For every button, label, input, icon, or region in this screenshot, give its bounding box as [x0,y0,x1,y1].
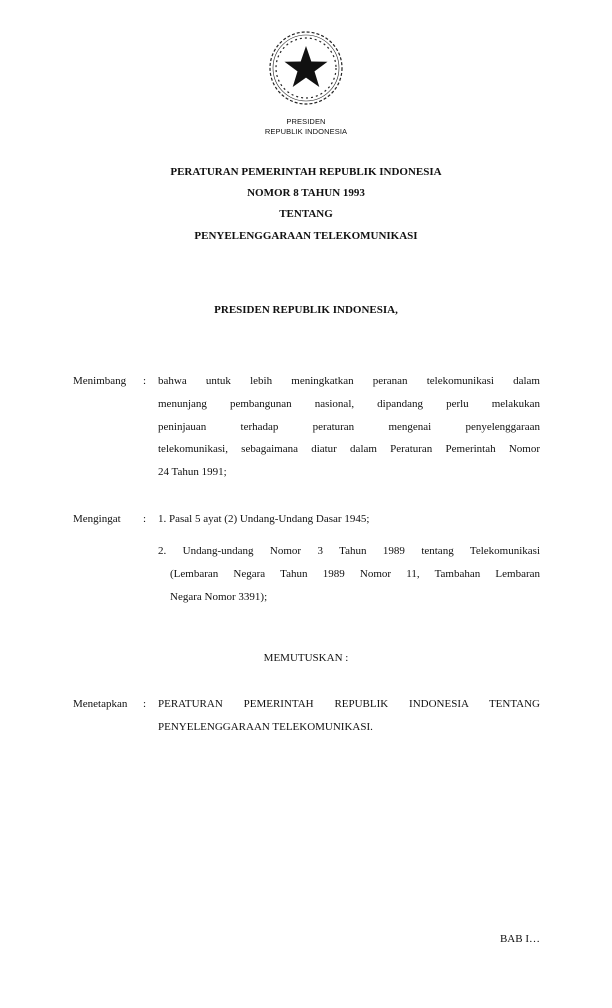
mengingat-item-2-line: 2. Undang-undang Nomor 3 Tahun 1989 tentang Telekomunikasi [158,545,540,557]
title-line-2: NOMOR 8 TAHUN 1993 [247,187,365,199]
menetapkan-line: PENYELENGGARAAN TELEKOMUNIKASI. [158,721,373,733]
presidential-seal-icon [266,28,346,108]
mengingat-item-1: 1. Pasal 5 ayat (2) Undang-Undang Dasar 1945; [158,513,370,525]
issuer-heading: PRESIDEN REPUBLIK INDONESIA, [214,304,398,316]
mengingat-colon: : [143,513,147,525]
menimbang-label: Menimbang [73,375,127,387]
menetapkan-label: Menetapkan [73,698,128,710]
menimbang-line: menunjang pembangunan nasional, dipandang perlu melakukan [158,398,540,410]
menimbang-line: peninjauan terhadap peraturan mengenai penyelenggaraan [158,421,540,433]
mengingat-label: Mengingat [73,513,121,525]
page-continuation: BAB I… [499,933,540,945]
title-line-3: TENTANG [279,208,333,220]
title-line-4: PENYELENGGARAAN TELEKOMUNIKASI [194,230,418,242]
menimbang-line: 24 Tahun 1991; [158,466,227,478]
mengingat-item-2-line: (Lembaran Negara Tahun 1989 Nomor 11, Tambahan Lembaran [170,568,540,580]
title-line-1: PERATURAN PEMERINTAH REPUBLIK INDONESIA [170,166,442,178]
menimbang-line: bahwa untuk lebih meningkatkan peranan telekomunikasi dalam [158,375,540,387]
menimbang-colon: : [143,375,147,387]
letterhead-presiden: PRESIDEN [286,117,326,126]
memutuskan-heading: MEMUTUSKAN : [263,652,349,664]
menetapkan-line: PERATURAN PEMERINTAH REPUBLIK INDONESIA TENTANG [158,698,540,710]
mengingat-item-2-line: Negara Nomor 3391); [170,591,268,603]
letterhead-republik-indonesia: REPUBLIK INDONESIA [264,127,348,136]
menetapkan-colon: : [143,698,147,710]
menimbang-line: telekomunikasi, sebagaimana diatur dalam Peraturan Pemerintah Nomor [158,443,540,455]
